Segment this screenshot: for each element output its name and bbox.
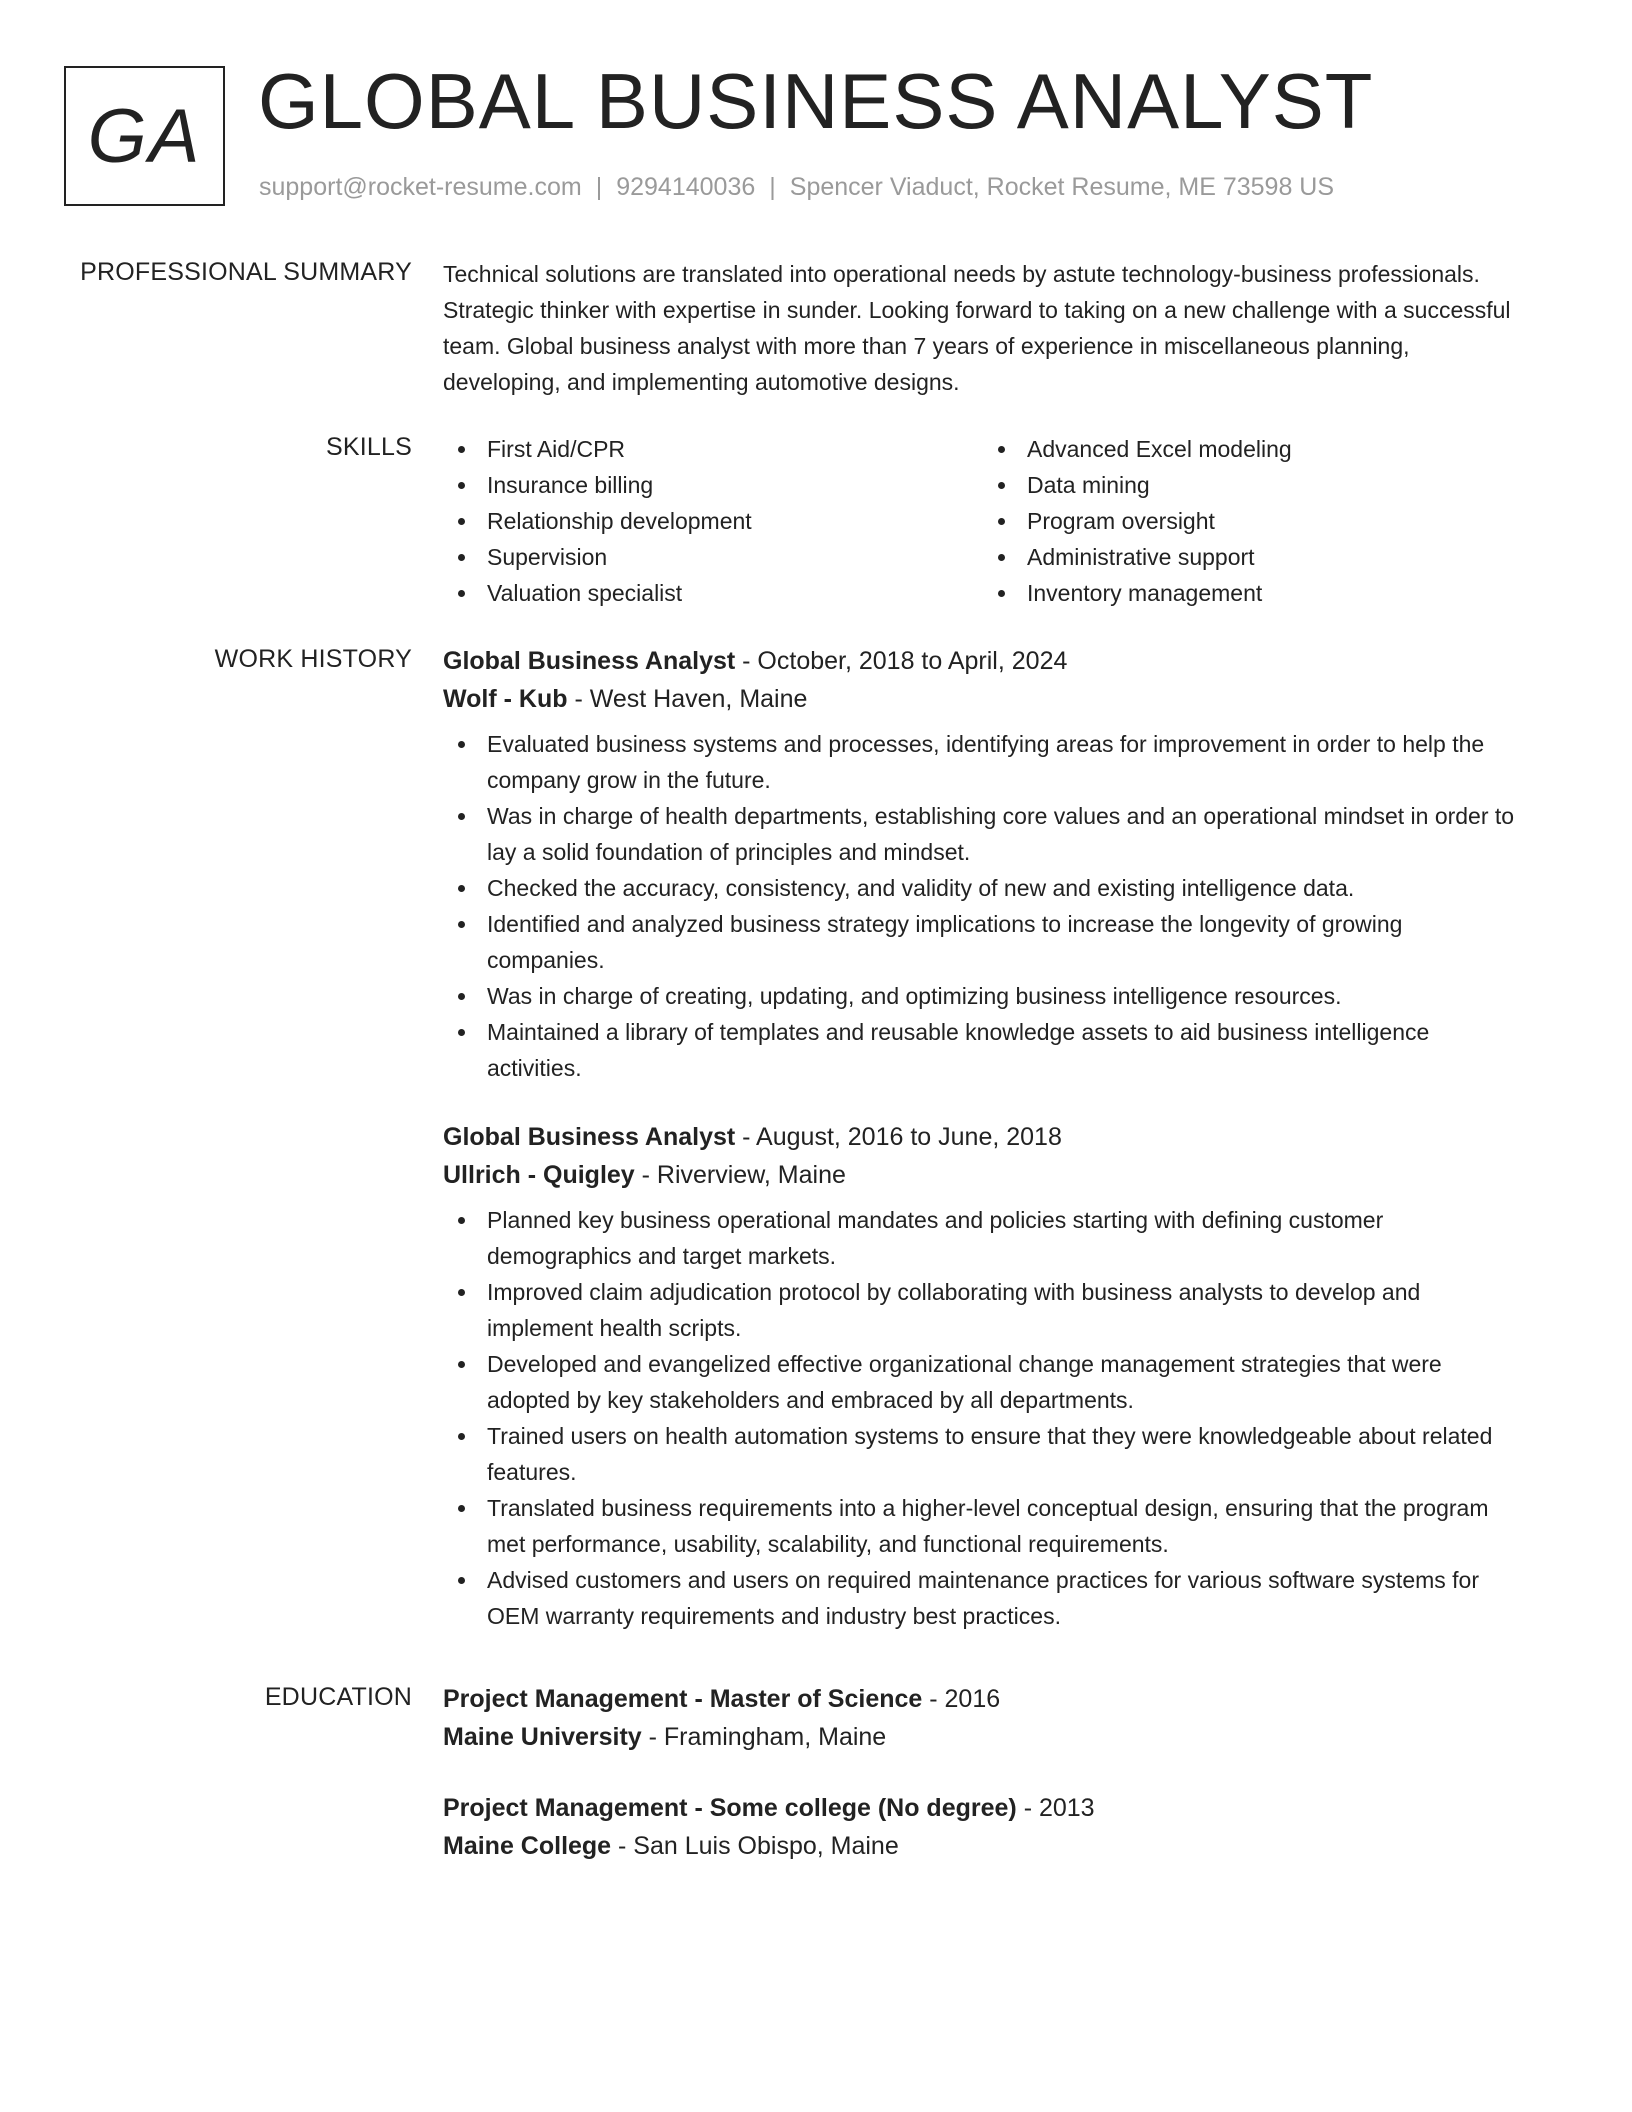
contact-address: Spencer Viaduct, Rocket Resume, ME 73598 US — [789, 173, 1335, 201]
education-entry — [443, 1680, 1523, 1756]
degree-line — [443, 1680, 1523, 1718]
section-label-skills: SKILLS — [326, 433, 412, 461]
skill-item: First Aid/CPR — [443, 431, 983, 467]
duty-item: Evaluated business systems and processes, identifying areas for improvement in order to help the company grow in the future. — [443, 726, 1523, 798]
school-location: - San Luis Obispo, Maine — [611, 1832, 899, 1860]
school-line — [443, 1718, 1523, 1756]
contact-separator: | — [769, 173, 776, 201]
skills-list-right — [983, 431, 1523, 611]
job-location: - Riverview, Maine — [634, 1161, 846, 1189]
job-company: Wolf - Kub — [443, 685, 568, 713]
skill-item: Supervision — [443, 539, 983, 575]
skill-item: Insurance billing — [443, 467, 983, 503]
job-company: Ullrich - Quigley — [443, 1161, 635, 1189]
job-title: Global Business Analyst — [443, 1123, 736, 1151]
skill-item: Valuation specialist — [443, 575, 983, 611]
summary-text: Technical solutions are translated into operational needs by astute technology-business professionals. Strategic thinker with expertise in sunder. Looking forward to taking on a new challenge with a successful team. Global business analyst with more than 7 years of experience in miscellaneous planning, developing, and implementing automotive designs. — [443, 261, 1511, 395]
resume-title: GLOBAL BUSINESS ANALYST — [258, 57, 1374, 145]
section-label-summary: PROFESSIONAL SUMMARY — [80, 258, 412, 286]
school: Maine College — [443, 1832, 612, 1860]
job-title-line — [443, 642, 1523, 680]
skill-item: Data mining — [983, 467, 1523, 503]
job-title-line — [443, 1118, 1523, 1156]
degree: Project Management - Some college (No degree) — [443, 1794, 1017, 1822]
duty-item: Identified and analyzed business strategy implications to increase the longevity of growing companies. — [443, 906, 1523, 978]
degree-year: - 2016 — [922, 1685, 1001, 1713]
education-content — [443, 1680, 1523, 1865]
monogram-text: GA — [87, 93, 202, 179]
job-company-line — [443, 1156, 1523, 1194]
job-dates: - August, 2016 to June, 2018 — [735, 1123, 1062, 1151]
duty-item: Developed and evangelized effective organizational change management strategies that were adopted by key stakeholders and embraced by all departments. — [443, 1346, 1523, 1418]
skill-item: Administrative support — [983, 539, 1523, 575]
contact-separator: | — [595, 173, 603, 201]
job-duties — [443, 1202, 1523, 1634]
monogram-badge — [64, 66, 225, 206]
duty-item: Was in charge of health departments, establishing core values and an operational mindset in order to lay a solid foundation of principles and mindset. — [443, 798, 1523, 870]
work-history-content — [443, 642, 1523, 1634]
skill-item: Program oversight — [983, 503, 1523, 539]
section-label-work: WORK HISTORY — [214, 645, 412, 673]
degree-line — [443, 1789, 1523, 1827]
degree: Project Management - Master of Science — [443, 1685, 923, 1713]
duty-item: Planned key business operational mandates and policies starting with defining customer demographics and target markets. — [443, 1202, 1523, 1274]
contact-line — [259, 173, 1334, 202]
duty-item: Checked the accuracy, consistency, and validity of new and existing intelligence data. — [443, 870, 1523, 906]
job-company-line — [443, 680, 1523, 718]
skills-list-left — [443, 431, 983, 611]
contact-email[interactable]: support@rocket-resume.com — [259, 173, 582, 201]
duty-item: Trained users on health automation systems to ensure that they were knowledgeable about related features. — [443, 1418, 1523, 1490]
duty-item: Advised customers and users on required maintenance practices for various software systems for OEM warranty requirements and industry best practices. — [443, 1562, 1523, 1634]
duty-item: Was in charge of creating, updating, and optimizing business intelligence resources. — [443, 978, 1523, 1014]
job-entry — [443, 642, 1523, 1086]
job-location: - West Haven, Maine — [567, 685, 808, 713]
school-location: - Framingham, Maine — [641, 1723, 887, 1751]
duty-item: Improved claim adjudication protocol by collaborating with business analysts to develop and implement health scripts. — [443, 1274, 1523, 1346]
skill-item: Inventory management — [983, 575, 1523, 611]
degree-year: - 2013 — [1016, 1794, 1095, 1822]
school: Maine University — [443, 1723, 642, 1751]
job-dates: - October, 2018 to April, 2024 — [735, 647, 1068, 675]
duty-item: Translated business requirements into a higher-level conceptual design, ensuring that the program met performance, usability, scalability, and functional requirements. — [443, 1490, 1523, 1562]
school-line — [443, 1827, 1523, 1865]
summary-content — [443, 256, 1523, 400]
job-entry — [443, 1118, 1523, 1634]
skills-columns — [443, 431, 1523, 611]
contact-phone[interactable]: 9294140036 — [616, 173, 756, 201]
education-entry — [443, 1789, 1523, 1865]
duty-item: Maintained a library of templates and reusable knowledge assets to aid business intelligence activities. — [443, 1014, 1523, 1086]
skill-item: Advanced Excel modeling — [983, 431, 1523, 467]
section-label-education: EDUCATION — [264, 1683, 412, 1711]
skill-item: Relationship development — [443, 503, 983, 539]
job-duties — [443, 726, 1523, 1086]
job-title: Global Business Analyst — [443, 647, 736, 675]
